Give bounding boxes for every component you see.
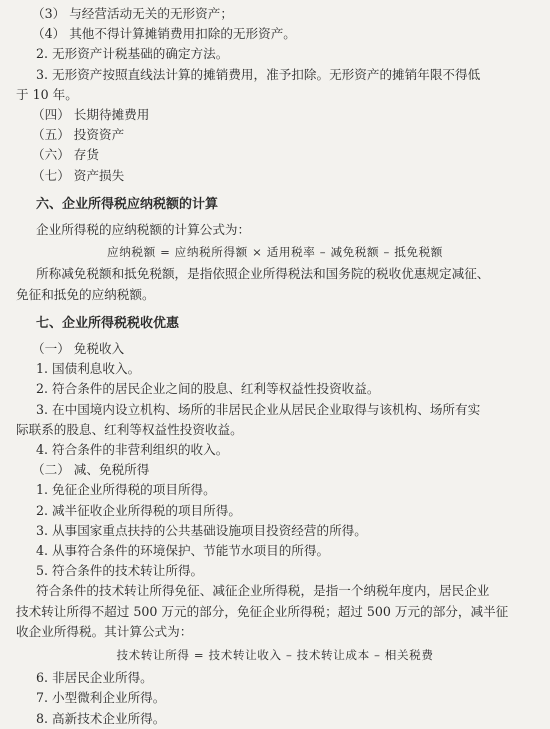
text-line: 3. 在中国境内设立机构、场所的非居民企业从居民企业取得与该机构、场所有实 xyxy=(36,402,481,417)
formula: 技术转让所得 = 技术转让收入 – 技术转让成本 – 相关税费 xyxy=(116,648,434,662)
text-line: （4） 其他不得计算摊销费用扣除的无形资产。 xyxy=(32,26,296,41)
text-line: （3） 与经营活动无关的无形资产； xyxy=(32,6,233,21)
text-line: 符合条件的技术转让所得免征、减征企业所得税，是指一个纳税年度内，居民企业 xyxy=(36,583,490,598)
text-line: 3. 从事国家重点扶持的公共基础设施项目投资经营的所得。 xyxy=(36,523,367,538)
section-heading: 七、企业所得税税收优惠 xyxy=(36,316,180,331)
text-line: 企业所得税的应纳税额的计算公式为： xyxy=(36,222,251,237)
text-line: 技术转让所得不超过 500 万元的部分，免征企业所得税；超过 500 万元的部分，减半征 xyxy=(16,604,509,619)
text-line: 1. 国债利息收入。 xyxy=(36,361,141,376)
text-line: （四） 长期待摊费用 xyxy=(32,107,150,122)
text-line: 1. 免征企业所得税的项目所得。 xyxy=(36,482,216,497)
text-line: 收企业所得税。其计算公式为： xyxy=(16,624,193,639)
text-line: （二） 减、免税所得 xyxy=(32,462,150,477)
text-line: 3. 无形资产按照直线法计算的摊销费用，准予扣除。无形资产的摊销年限不得低 xyxy=(36,67,481,82)
text-line: 所称减免税额和抵免税额，是指依照企业所得税法和国务院的税收优惠规定减征、 xyxy=(36,266,490,281)
text-line: 6. 非居民企业所得。 xyxy=(36,670,153,685)
section-heading: 六、企业所得税应纳税额的计算 xyxy=(36,197,219,212)
text-line: 免征和抵免的应纳税额。 xyxy=(16,287,155,302)
text-line: 4. 从事符合条件的环境保护、节能节水项目的所得。 xyxy=(36,543,330,558)
text-line: 7. 小型微利企业所得。 xyxy=(36,690,166,705)
text-line: （五） 投资资产 xyxy=(32,127,125,142)
text-line: 2. 减半征收企业所得税的项目所得。 xyxy=(36,503,241,518)
text-line: 4. 符合条件的非营利组织的收入。 xyxy=(36,442,229,457)
formula: 应纳税额 = 应纳税所得额 × 适用税率 – 减免税额 – 抵免税额 xyxy=(107,245,443,259)
text-line: 2. 无形资产计税基础的确定方法。 xyxy=(36,46,229,61)
text-line: （六） 存货 xyxy=(32,147,99,162)
text-line: 际联系的股息、红利等权益性投资收益。 xyxy=(16,422,243,437)
text-line: 8. 高新技术企业所得。 xyxy=(36,711,166,726)
text-line: 于 10 年。 xyxy=(16,87,78,102)
text-line: （一） 免税收入 xyxy=(32,341,125,356)
text-line: 2. 符合条件的居民企业之间的股息、红利等权益性投资收益。 xyxy=(36,381,380,396)
text-line: 5. 符合条件的技术转让所得。 xyxy=(36,563,204,578)
text-line: （七） 资产损失 xyxy=(32,168,125,183)
